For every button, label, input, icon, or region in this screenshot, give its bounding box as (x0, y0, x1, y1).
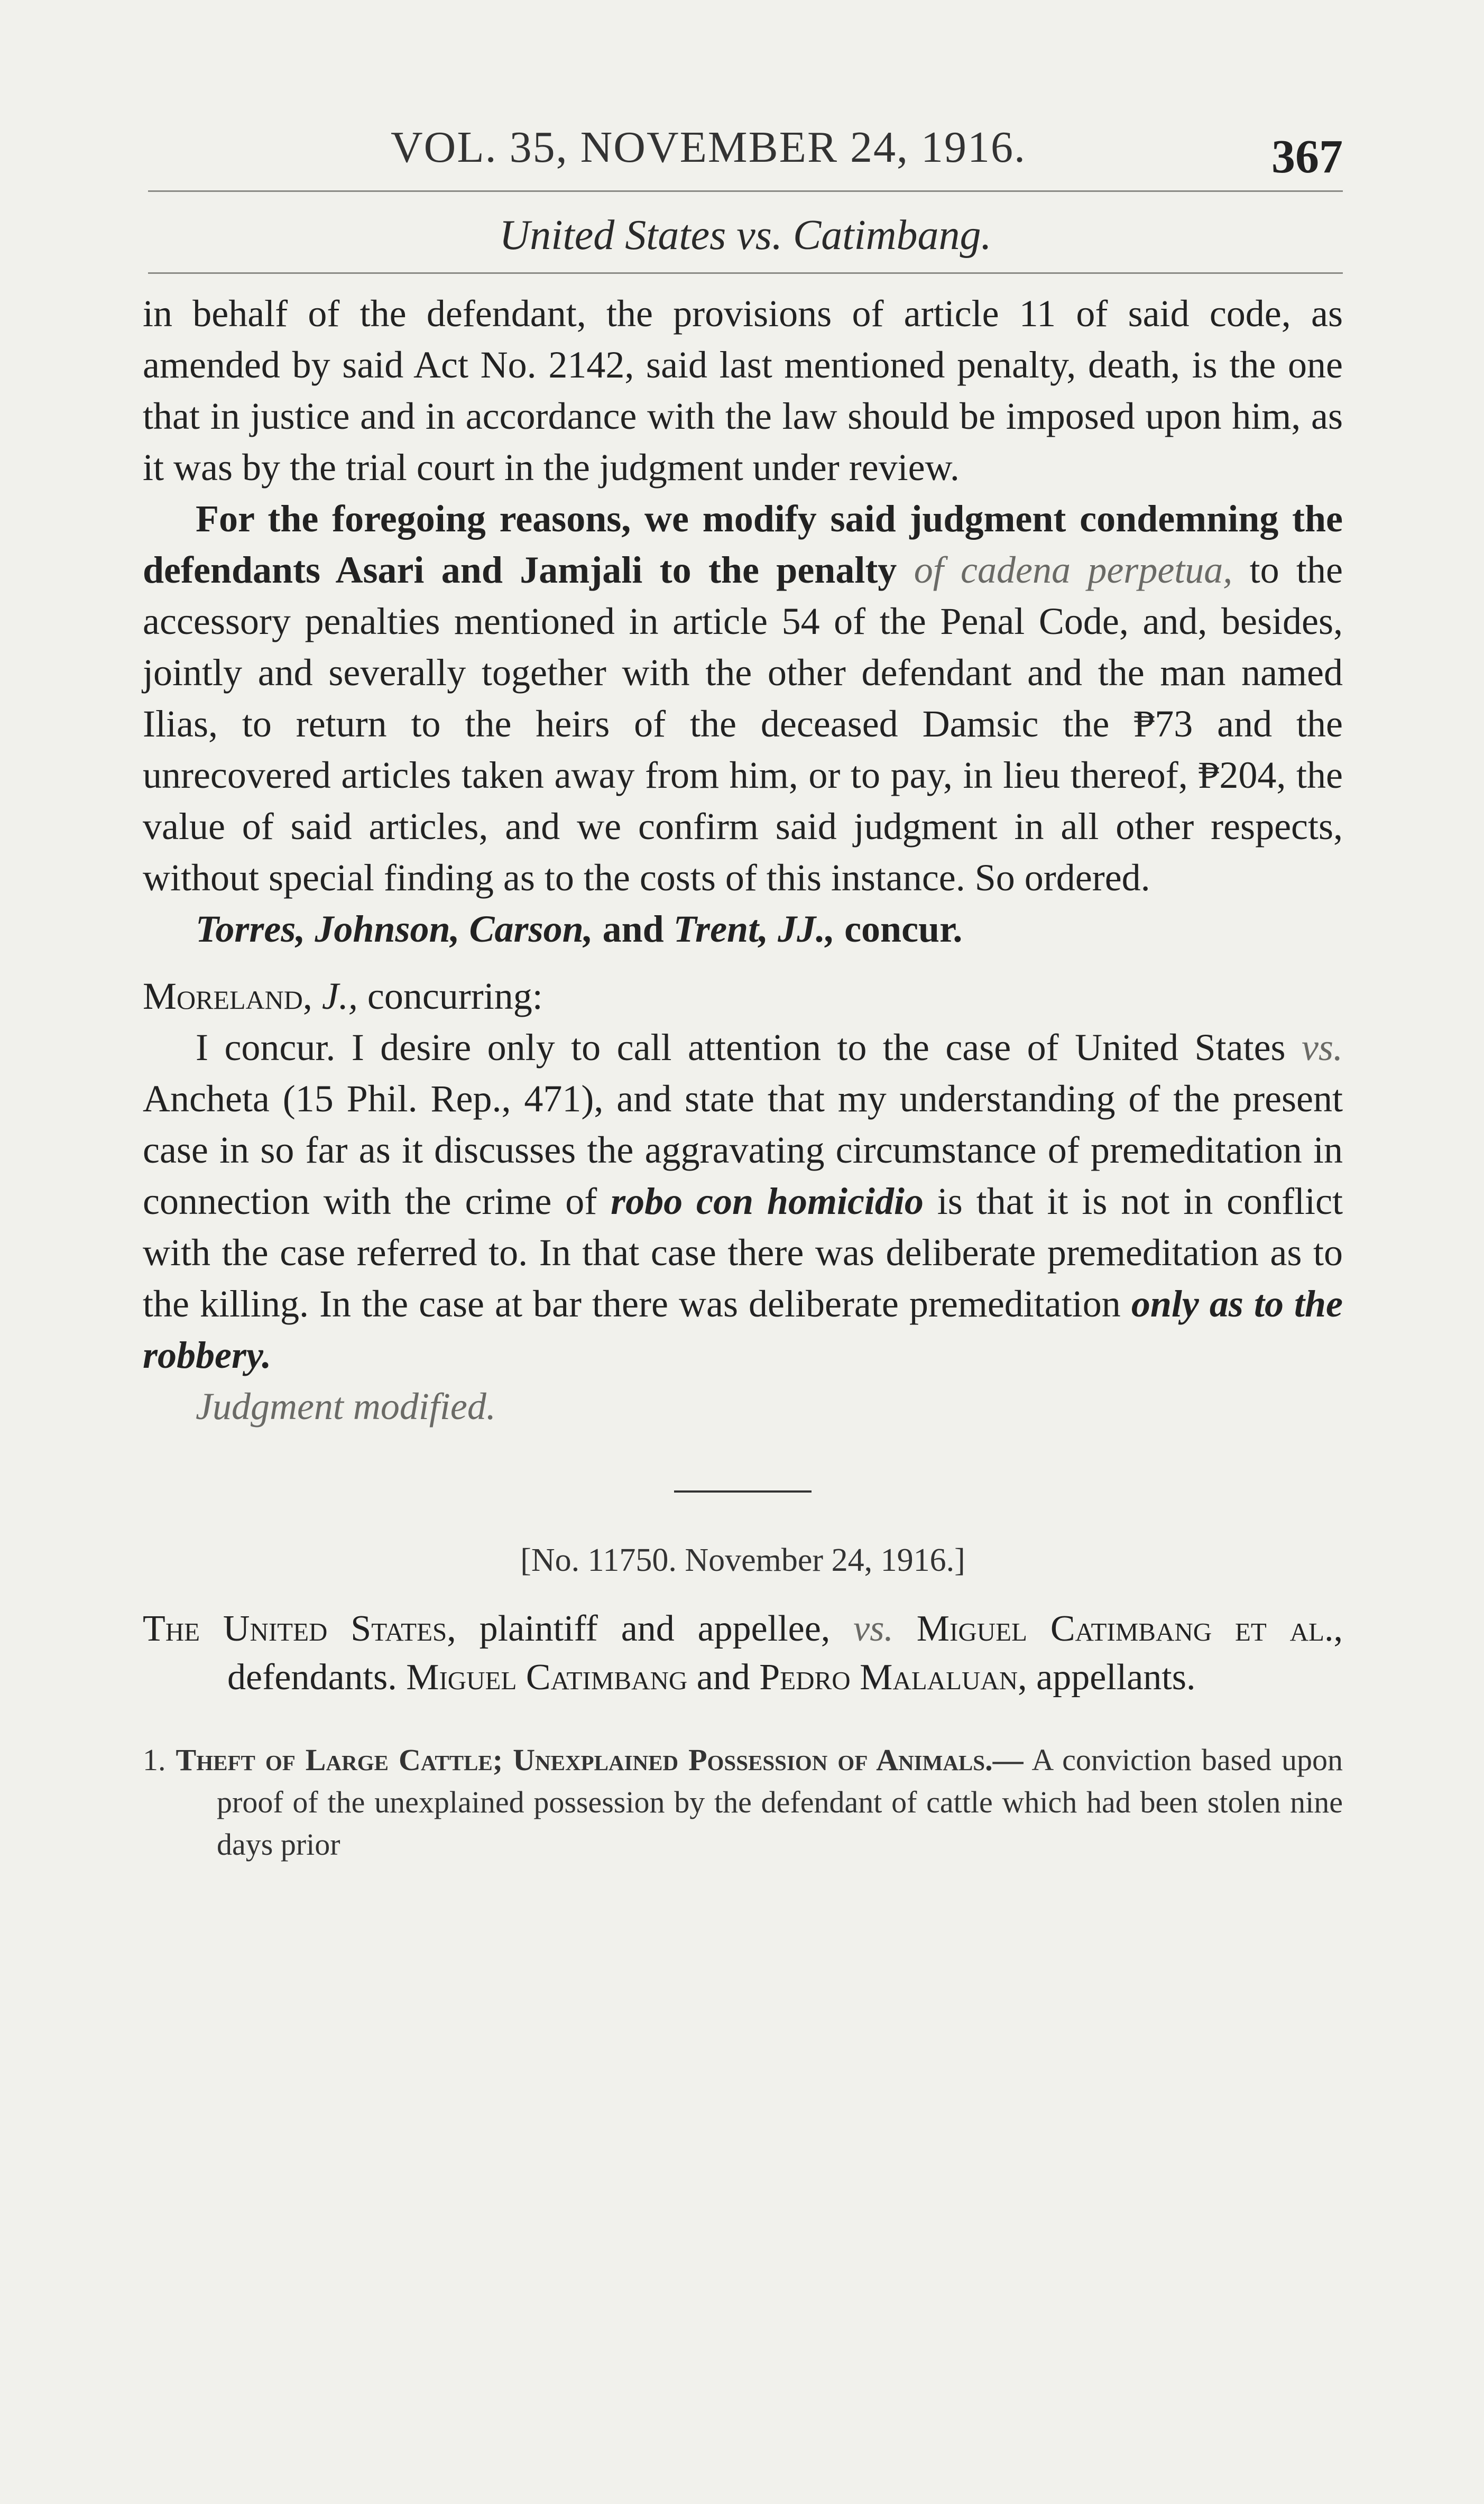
text-run: I concur. I desire only to call attention to the case of United States (196, 1026, 1302, 1069)
running-head (148, 111, 1343, 259)
header-rule-lower (148, 272, 1343, 274)
party-name: Miguel Catimbang (406, 1657, 688, 1698)
justice-names: Torres, Johnson, Carson, (196, 908, 593, 950)
party-name: Pedro Malaluan, (759, 1657, 1027, 1698)
concurrence-paragraph (143, 1022, 1343, 1381)
justice-names-last: Trent, JJ., (673, 908, 835, 950)
text-run: and (593, 908, 674, 950)
case-title: United States vs. Catimbang. (499, 212, 992, 259)
text-run-italic: robo con homicidio (611, 1180, 924, 1222)
syllabus-text: A conviction based upon proof of the unexplained possession by the defendant of cattle which had been stolen nine days prior (217, 1743, 1343, 1862)
text-run: concurring: (357, 975, 543, 1017)
concurrence-heading (143, 971, 1343, 1022)
text-run: For the foregoing reasons, we modify said judgment condemning the defendants Asari and Jamjali to the penalty (143, 498, 1343, 591)
text-run: defendants. (227, 1657, 407, 1698)
party-name: Miguel Catimbang et al., (893, 1608, 1343, 1649)
text-run: Ancheta (15 Phil. Rep., 471), and state that my understanding of the present case in so far as it discusses the aggravating circumstance of premeditation in connection with the crime of (143, 1078, 1343, 1222)
opinion-paragraph: in behalf of the defendant, the provisions of article 11 of said code, as amended by said Act No. 2142, said last mentioned penalty, death, is the one that in justice and in accordance with the law should be imposed upon him, as it was by the trial court in the judgment under review. (143, 292, 1343, 489)
text-run: and (687, 1657, 760, 1698)
header-rule (148, 190, 1343, 192)
text-run: concur. (835, 908, 963, 950)
text-run-italic: only as to the robbery. (143, 1283, 1343, 1376)
docket-line: [No. 11750. November 24, 1916.] (520, 1542, 965, 1578)
text-run-italic: of cadena perpetua, (914, 549, 1233, 591)
page-number: 367 (1271, 131, 1343, 183)
text-run-italic: vs. (1302, 1026, 1343, 1069)
section-divider (674, 1490, 812, 1493)
text-run-italic: vs. (853, 1608, 893, 1649)
volume-line: VOL. 35, NOVEMBER 24, 1916. (391, 123, 1026, 172)
text-run: to the accessory penalties mentioned in article 54 of the Penal Code, and, besides, jointly and severally together with the other defendant and the man named Ilias, to return to the heirs of the deceased Damsic the ₱73 and the unrecovered articles taken away from him, or to pay, in lieu thereof, ₱204, the value of said articles, and we confirm said judgment in all other respects, without special finding as to the costs of this instance. So ordered. (143, 549, 1343, 899)
syllabus-number: 1. (143, 1743, 176, 1777)
syllabus-heading: Theft of Large Cattle; Unexplained Possession of Animals.— (176, 1743, 1024, 1777)
text-run: plaintiff and appellee, (456, 1608, 854, 1649)
page-body (143, 288, 1343, 1866)
judge-title: J., (321, 975, 358, 1017)
syllabus-item (143, 1739, 1343, 1866)
party-name: The United States, (143, 1608, 456, 1649)
text-run: is that it is not in conflict with the case referred to. In that case there was deliberate premeditation as to the killing. In the case at bar there was deliberate premeditation (143, 1180, 1343, 1325)
case-parties (143, 1605, 1343, 1702)
disposition-paragraph (143, 493, 1343, 904)
judgment-disposition: Judgment modified. (196, 1385, 496, 1428)
judge-name: Moreland, (143, 975, 312, 1017)
text-run: appellants. (1027, 1657, 1196, 1698)
concurring-justices (143, 904, 1343, 955)
